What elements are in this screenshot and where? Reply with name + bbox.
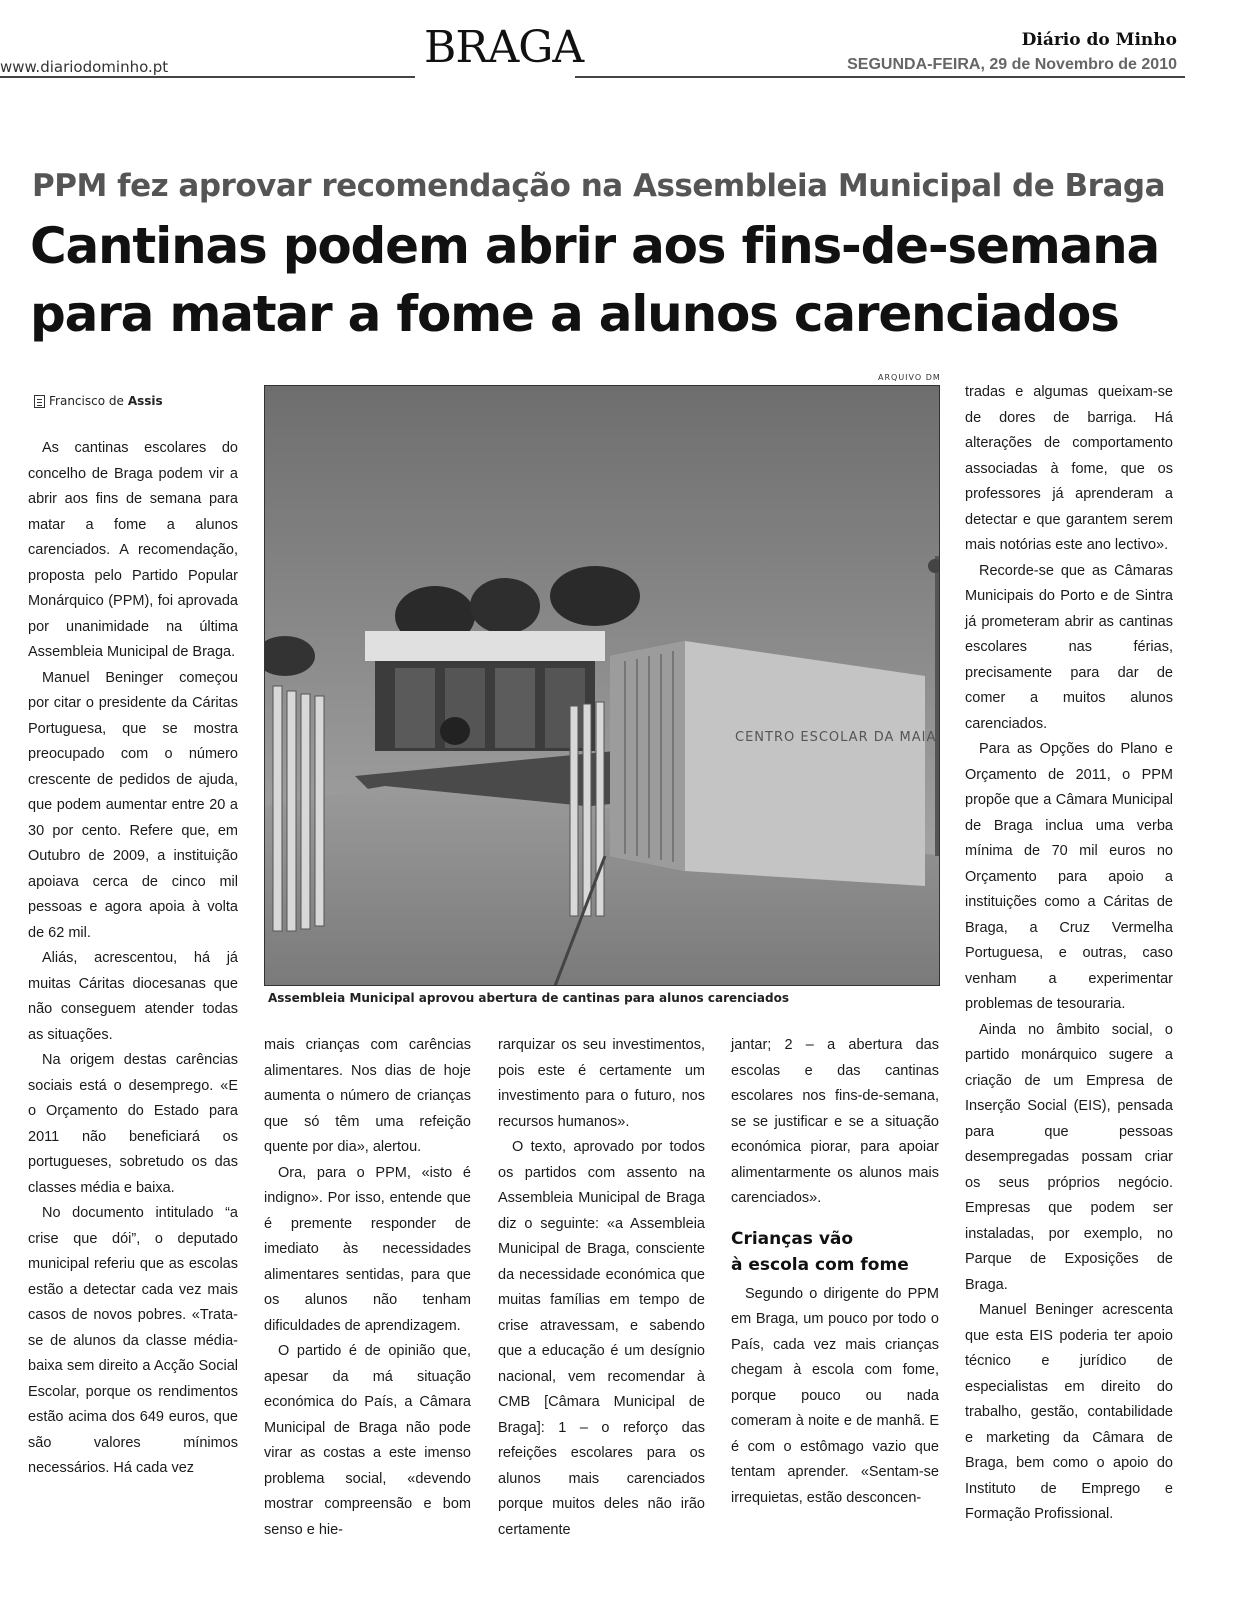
issue-date: SEGUNDA-FEIRA, 29 de Novembro de 2010 [847,56,1177,73]
paragraph: O partido é de opinião que, apesar da má situação económica do País, a Câmara Municipal de Braga não pode virar as costas a este imenso problema social, «devendo mostrar compreensão e bom senso e hie- [264,1343,471,1538]
sign-text: CENTRO ESCOLAR DA MAIA [735,730,937,745]
paragraph: tradas e algumas queixam-se de dores de barriga. Há alterações de comportamento associadas à fome, que os professores já aprenderam a detectar e que garantem serem mais notórias este ano lectivo». [965,384,1173,553]
article-kicker: PPM fez aprovar recomendação na Assembleia Municipal de Braga [32,168,1165,204]
paragraph: rarquizar os seu investimentos, pois este é certamente um investimento para o futuro, nos recursos humanos». [498,1037,705,1130]
byline-prefix: Francisco de [49,394,124,408]
article-column-5 [965,380,1173,1528]
article-subhead [731,1226,939,1278]
paragraph: Manuel Beninger acrescenta que esta EIS poderia ter apoio técnico e jurídico de especialistas em direito do trabalho, gestão, contabilidade e marketing da Câmara de Braga, bem como o apoio do Instituto de Emprego e Formação Profissional. [965,1302,1173,1522]
photo-caption: Assembleia Municipal aprovou abertura de cantinas para alunos carenciados [268,991,789,1005]
article-column-1 [28,436,238,1482]
site-url: www.diariodominho.pt [0,58,169,76]
headline-line-2: para matar a fome a alunos carenciados [30,285,1119,343]
paragraph: mais crianças com carências alimentares. Nos dias de hoje aumenta o número de crianças que só têm uma refeição quente por dia», alertou. [264,1037,471,1155]
paragraph: Ora, para o PPM, «isto é indigno». Por isso, entende que é premente responder de imediato às necessidades alimentares sentidas, para que os alunos não tenham dificuldades de aprendizagem. [264,1164,471,1334]
subhead-line-1: Crianças vão [731,1228,854,1249]
header-rule [0,76,1185,78]
paragraph: jantar; 2 – a abertura das escolas e das cantinas escolares nos fins-de-semana, se se justificar e se a situação económica piorar, para apoiar alimentarmente os alunos mais carenciados». [731,1037,939,1206]
paragraph: O texto, aprovado por todos os partidos com assento na Assembleia Municipal de Braga diz o seguinte: «a Assembleia Municipal de Braga, consciente da necessidade económica que muitas famílias em tempo de crise atravessam, e sabendo que a educação é um desígnio nacional, vem recomendar à CMB [Câmara Municipal de Braga]: 1 – o reforço das refeições escolares para os alunos mais carenciados porque muitos deles não irão certamente [498,1139,705,1538]
paragraph: Manuel Beninger começou por citar o presidente da Cáritas Portuguesa, que se mostra preocupado com o número crescente de pedidos de ajuda, que podem aumentar entre 20 a 30 por cento. Refere que, em Outubro de 2009, a instituição apoiava cerca de cinco mil pessoas e agora apoia à volta de 62 mil. [28,669,238,941]
paragraph: Segundo o dirigente do PPM em Braga, um pouco por todo o País, cada vez mais crianças chegam à escola com fome, porque pouco ou nada comeram à noite e de manhã. E é com o estômago vazio que tentam aprender. «Sentam-se irrequietas, estão desconcen- [731,1285,939,1506]
paragraph: Recorde-se que as Câmaras Municipais do Porto e de Sintra já prometeram abrir as cantinas escolares nas férias, precisamente para dar de comer a muitos alunos carenciados. [965,562,1173,732]
headline-line-1: Cantinas podem abrir aos fins-de-semana [30,217,1160,275]
paragraph: Para as Opções do Plano e Orçamento de 2011, o PPM propõe que a Câmara Municipal de Braga inclua uma verba mínima de 70 mil euros no Orçamento para apoio a instituições como a Cáritas de Braga, a Cruz Vermelha Portuguesa, e outras, caso venham a experimentar problemas de tesouraria. [965,741,1173,1012]
article-column-4 [731,1033,939,1511]
paragraph: Na origem destas carências sociais está o desemprego. «E o Orçamento do Estado para 2011 não beneficiará os portugueses, sobretudo os das classes média e baixa. [28,1052,238,1196]
article-column-3 [498,1033,705,1543]
photo-school-building [265,386,940,986]
paragraph: Ainda no âmbito social, o partido monárquico sugere a criação de um Empresa de Inserção Social (EIS), pensada para que pessoas desempregadas possam criar os seus próprios negócio. Empresas que podem ser instaladas, por exemplo, no Parque de Exposições de Braga. [965,1021,1173,1293]
document-icon [34,395,45,408]
article-column-2 [264,1033,471,1543]
paragraph: No documento intitulado “a crise que dói”, o deputado municipal referiu que as escolas estão a detectar cada vez mais casos de novos pobres. «Trata-se de alunos da classe média-baixa sem direito a Acção Social Escolar, porque os rendimentos estão acima dos 649 euros, que são valores mínimos necessários. Há cada vez [28,1205,238,1476]
subhead-line-2: à escola com fome [731,1254,909,1275]
section-name: BRAGA [424,22,584,73]
paragraph: As cantinas escolares do concelho de Braga podem vir a abrir aos fins de semana para matar a fome a alunos carenciados. A recomendação, proposta pelo Partido Popular Monárquico (PPM), foi aprovada por unanimidade na última Assembleia Municipal de Braga. [28,440,238,660]
masthead-logo: Diário do Minho [1021,30,1177,50]
byline-author: Assis [127,394,163,408]
article-photo [264,385,940,986]
byline [34,394,163,408]
paragraph: Aliás, acrescentou, há já muitas Cáritas diocesanas que não conseguem atender todas as situações. [28,950,238,1043]
photo-credit: ARQUIVO DM [878,373,941,382]
article-headline [30,212,1210,348]
